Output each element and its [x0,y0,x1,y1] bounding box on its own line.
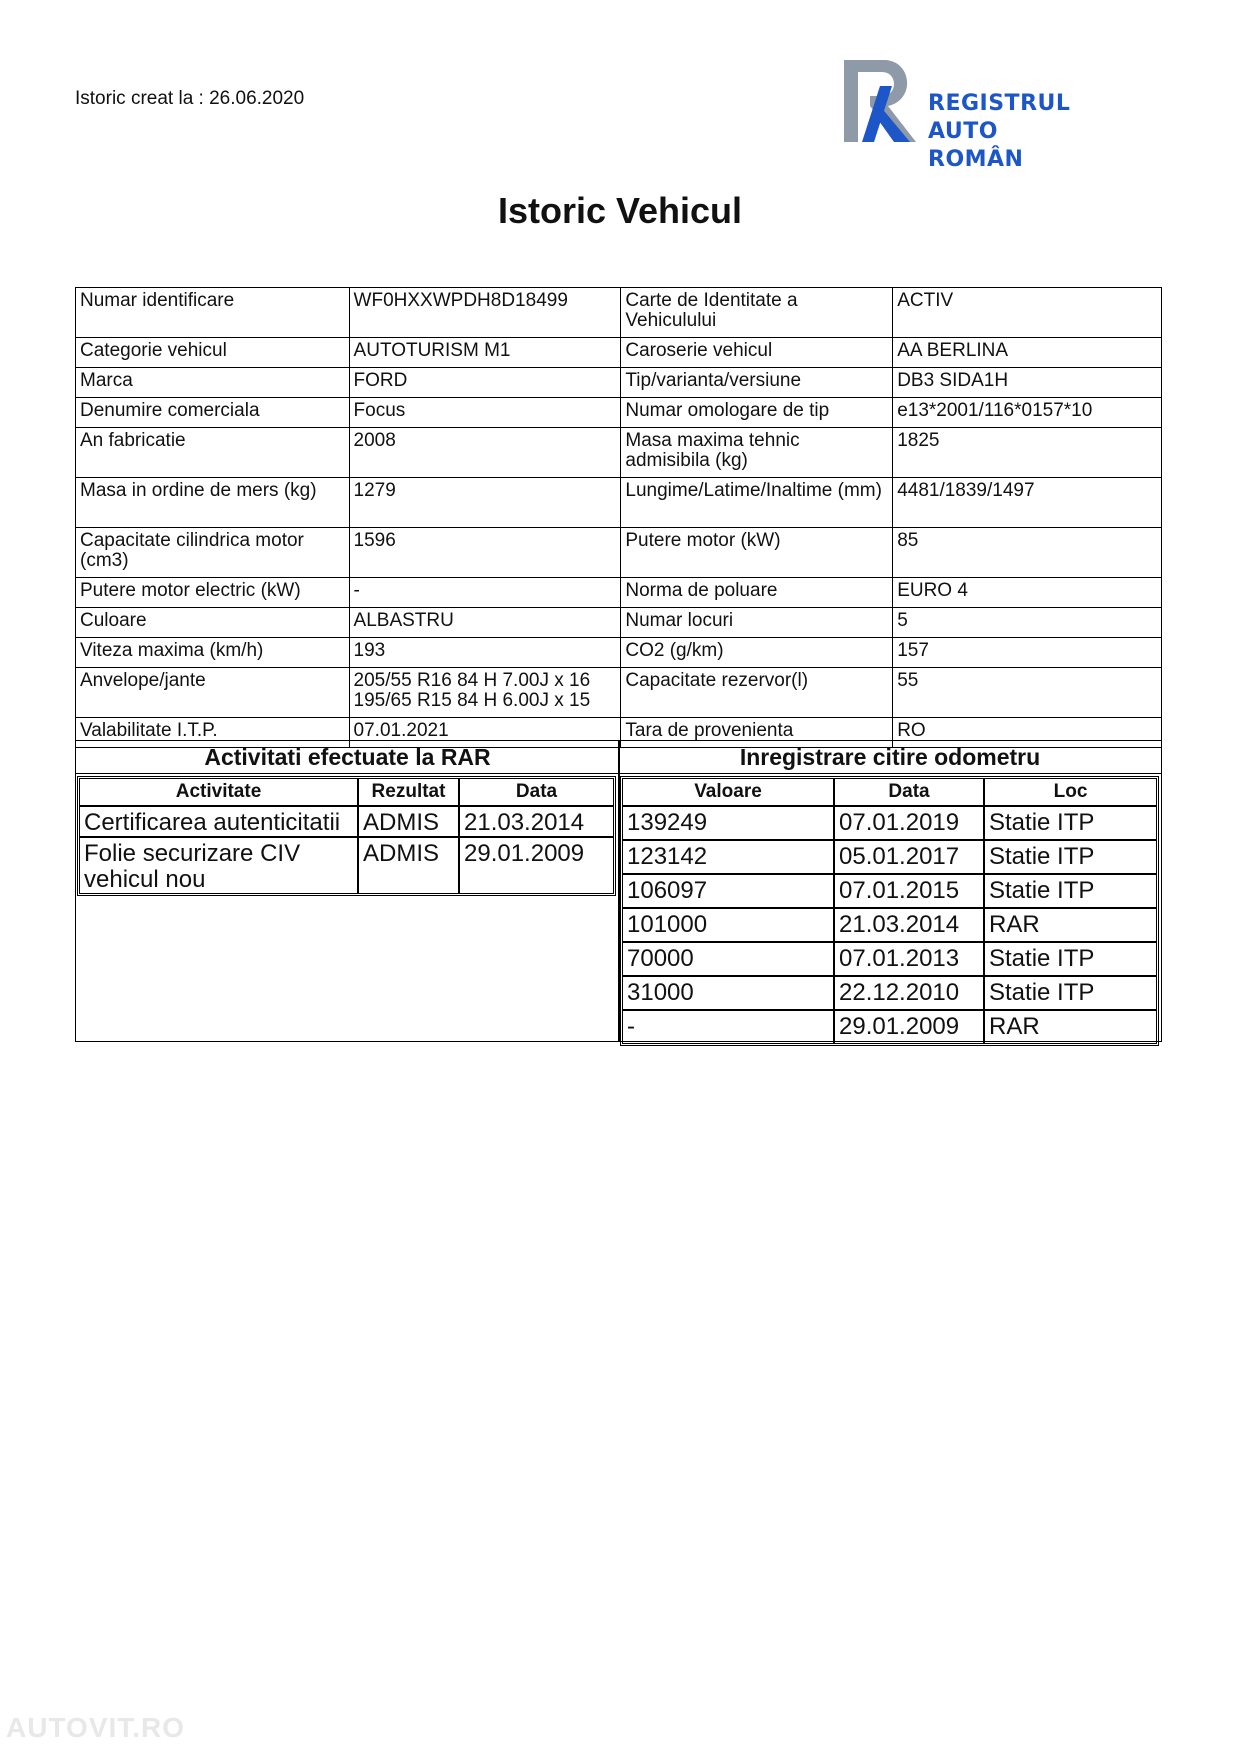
field-label: Putere motor (kW) [621,528,893,578]
field-value-line: 07.01.2021 [353,720,449,741]
field-label: Capacitate rezervor(l) [621,668,893,718]
odometer-row [622,806,1157,840]
odometer-place: Statie ITP [984,942,1157,976]
odometer-row [622,908,1157,942]
vehicle-row [76,528,1162,578]
field-value-line: WF0HXXWPDH8D18499 [353,290,568,311]
field-label: Norma de poluare [621,578,893,608]
field-value [349,528,621,578]
field-label: Masa maxima tehnic admisibila (kg) [621,428,893,478]
created-date: Istoric creat la : 26.06.2020 [75,88,305,109]
vehicle-row [76,638,1162,668]
odometer-title: Inregistrare citire odometru [619,741,1161,774]
odometer-row [622,874,1157,908]
odometer-row [622,976,1157,1010]
field-label: An fabricatie [76,428,350,478]
activity-date: 21.03.2014 [459,806,614,837]
activity-result: ADMIS [358,806,459,837]
field-value [349,608,621,638]
vehicle-row [76,428,1162,478]
odometer-value: - [622,1010,834,1044]
activities-title: Activitati efectuate la RAR [76,741,619,774]
field-value: RO [893,718,1162,748]
field-value: 55 [893,668,1162,718]
vehicle-row [76,608,1162,638]
field-value-line: 205/55 R16 84 H 7.00J x 16 [353,670,591,691]
field-value-line: 193 [353,640,386,661]
odometer-row [622,942,1157,976]
field-label: Valabilitate I.T.P. [76,718,350,748]
field-label: Numar omologare de tip [621,398,893,428]
field-value: AA BERLINA [893,338,1162,368]
field-label: Categorie vehicul [76,338,350,368]
odometer-place: RAR [984,908,1157,942]
activities-header-result: Rezultat [358,778,459,806]
field-label: Anvelope/jante [76,668,350,718]
field-label: Viteza maxima (km/h) [76,638,350,668]
field-value [349,428,621,478]
activities-section [75,740,620,1042]
field-value [349,288,621,338]
field-value: 157 [893,638,1162,668]
field-label: Culoare [76,608,350,638]
field-value-line: - [353,580,360,601]
field-value: 1825 [893,428,1162,478]
field-value: EURO 4 [893,578,1162,608]
field-label: Denumire comerciala [76,398,350,428]
field-label: Caroserie vehicul [621,338,893,368]
field-label: Tara de provenienta [621,718,893,748]
odometer-value: 101000 [622,908,834,942]
odometer-header-date: Data [834,778,984,806]
odometer-date: 07.01.2013 [834,942,984,976]
field-label: Numar identificare [76,288,350,338]
odometer-value: 31000 [622,976,834,1010]
logo-line2: AUTO ROMÂN [928,119,1024,172]
watermark: AUTOVIT.RO [6,1712,186,1743]
vehicle-row [76,338,1162,368]
vehicle-row [76,288,1162,338]
field-label: Masa in ordine de mers (kg) [76,478,350,528]
field-label: Numar locuri [621,608,893,638]
field-label: Marca [76,368,350,398]
field-value [349,578,621,608]
activity-name: Certificarea autenticitatii [79,806,358,837]
odometer-value: 123142 [622,840,834,874]
field-value: 5 [893,608,1162,638]
field-label: Carte de Identitate a Vehiculului [621,288,893,338]
odometer-row [622,840,1157,874]
field-value-line: FORD [353,370,408,391]
field-value [349,338,621,368]
vehicle-row [76,578,1162,608]
field-value [349,668,621,718]
odometer-date: 21.03.2014 [834,908,984,942]
rar-logo-icon [840,56,930,146]
activities-header-activity: Activitate [79,778,358,806]
page-title: Istoric Vehicul [497,190,743,231]
odometer-date: 07.01.2015 [834,874,984,908]
field-value-line: 195/65 R15 84 H 6.00J x 15 [353,690,591,711]
field-value [349,368,621,398]
field-value-line: Focus [353,400,406,421]
activity-row [79,837,614,894]
activity-name: Folie securizare CIV vehicul nou [79,837,358,894]
activity-row [79,806,614,837]
field-value [349,638,621,668]
odometer-header-place: Loc [984,778,1157,806]
field-value [349,478,621,528]
field-value: 85 [893,528,1162,578]
odometer-date: 22.12.2010 [834,976,984,1010]
activity-result: ADMIS [358,837,459,894]
odometer-place: Statie ITP [984,806,1157,840]
vehicle-row [76,668,1162,718]
field-label: Putere motor electric (kW) [76,578,350,608]
odometer-value: 106097 [622,874,834,908]
field-label: Capacitate cilindrica motor (cm3) [76,528,350,578]
field-label: Lungime/Latime/Inaltime (mm) [621,478,893,528]
activities-table [79,778,614,894]
field-value-line: 1279 [353,480,396,501]
logo-line1: REGISTRUL [928,91,1071,116]
field-value: 4481/1839/1497 [893,478,1162,528]
activities-header-date: Data [459,778,614,806]
odometer-date: 29.01.2009 [834,1010,984,1044]
odometer-place: Statie ITP [984,840,1157,874]
field-value-line: AUTOTURISM M1 [353,340,511,361]
odometer-value: 70000 [622,942,834,976]
rar-logo [840,56,1100,172]
odometer-place: Statie ITP [984,976,1157,1010]
vehicle-row [76,368,1162,398]
field-value [349,398,621,428]
odometer-place: Statie ITP [984,874,1157,908]
odometer-header-value: Valoare [622,778,834,806]
odometer-value: 139249 [622,806,834,840]
odometer-date: 07.01.2019 [834,806,984,840]
field-value: ACTIV [893,288,1162,338]
field-value-line: 1596 [353,530,396,551]
odometer-date: 05.01.2017 [834,840,984,874]
odometer-table [622,778,1157,1044]
activity-date: 29.01.2009 [459,837,614,894]
vehicle-row [76,478,1162,528]
field-value: e13*2001/116*0157*10 [893,398,1162,428]
vehicle-details-table [75,287,1162,748]
field-value: DB3 SIDA1H [893,368,1162,398]
field-value-line: 2008 [353,430,396,451]
field-value-line: ALBASTRU [353,610,454,631]
odometer-section [618,740,1162,1042]
odometer-row [622,1010,1157,1044]
field-label: CO2 (g/km) [621,638,893,668]
odometer-place: RAR [984,1010,1157,1044]
field-label: Tip/varianta/versiune [621,368,893,398]
vehicle-row [76,398,1162,428]
